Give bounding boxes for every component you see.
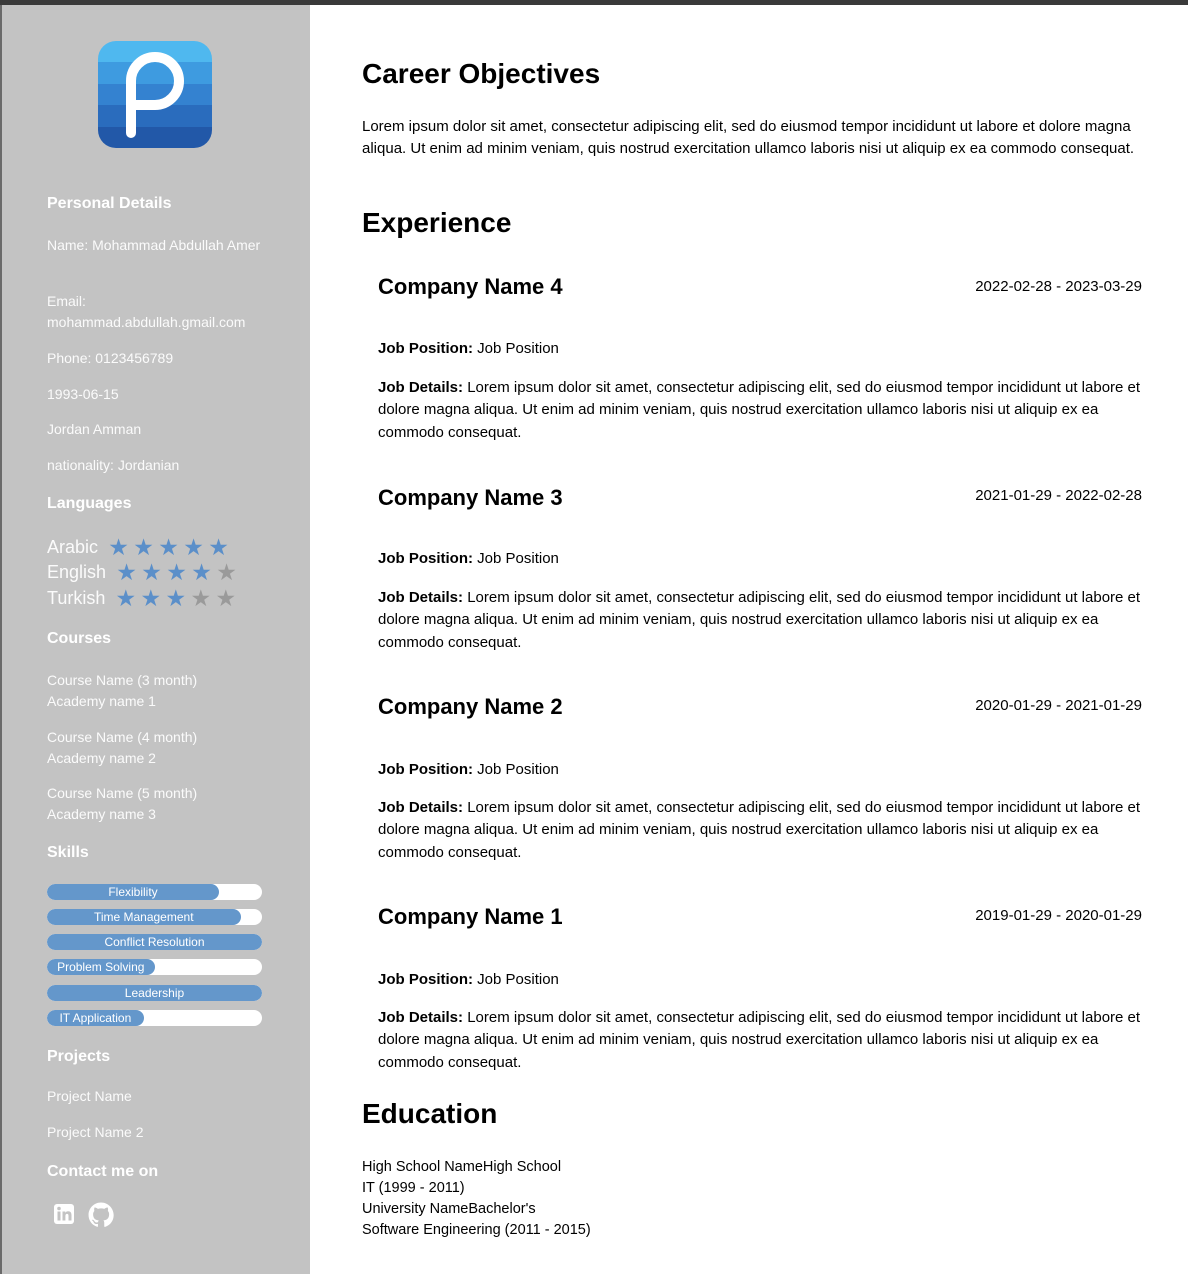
language-row <box>47 535 231 559</box>
job-details-text: Lorem ipsum dolor sit amet, consectetur adipiscing elit, sed do eiusmod tempor incididunt ut labore et dolore magna aliqua. Ut enim ad minim veniam, quis nostrud exercitation ullamco laboris nisi ut aliquip ex ea commodo consequat. <box>378 799 1141 861</box>
personal-details-heading: Personal Details <box>47 195 172 212</box>
education-line: High School NameHigh School <box>362 1159 562 1175</box>
courses-heading: Courses <box>47 630 112 647</box>
company-name: Company Name 4 <box>378 274 563 299</box>
experience-dates: 2020-01-29 - 2021-01-29 <box>975 697 1142 714</box>
star-icon: ★ <box>191 559 212 585</box>
star-icon: ★ <box>116 559 137 585</box>
personal-email-label: Email: <box>47 293 86 309</box>
language-name: English <box>47 561 107 582</box>
job-position-value: Job Position <box>477 550 559 567</box>
app-logo-icon <box>98 41 212 148</box>
course-academy: Academy name 1 <box>47 693 156 709</box>
star-icon: ★ <box>158 534 179 560</box>
skill-bar <box>47 909 262 925</box>
job-details <box>378 1007 1148 1074</box>
skill-label: IT Application <box>59 1011 132 1025</box>
project-item: Project Name <box>47 1088 132 1104</box>
star-icon: ★ <box>166 559 187 585</box>
course-academy: Academy name 3 <box>47 806 156 822</box>
language-rating <box>114 561 239 583</box>
skill-fill <box>47 985 262 1001</box>
skill-label: Time Management <box>93 910 194 924</box>
course-name: Course Name (5 month) <box>47 785 198 801</box>
skill-label: Problem Solving <box>57 960 145 974</box>
experience-dates: 2019-01-29 - 2020-01-29 <box>975 907 1142 924</box>
skill-bar <box>47 1010 262 1026</box>
skill-bar <box>47 884 262 900</box>
skill-fill <box>47 884 219 900</box>
personal-phone: Phone: 0123456789 <box>47 350 174 366</box>
star-icon: ★ <box>216 559 237 585</box>
job-details-text: Lorem ipsum dolor sit amet, consectetur adipiscing elit, sed do eiusmod tempor incididunt ut labore et dolore magna aliqua. Ut enim ad minim veniam, quis nostrud exercitation ullamco laboris nisi ut aliquip ex ea commodo consequat. <box>378 379 1141 441</box>
skill-bar <box>47 985 262 1001</box>
language-row <box>47 586 238 610</box>
star-icon: ★ <box>215 585 237 611</box>
language-name: Arabic <box>47 536 99 557</box>
job-position-value: Job Position <box>477 971 559 988</box>
star-icon: ★ <box>115 585 137 611</box>
education-heading: Education <box>362 1098 498 1129</box>
career-objectives-text: Lorem ipsum dolor sit amet, consectetur adipiscing elit, sed do eiusmod tempor incididunt ut labore et dolore magna aliqua. Ut enim ad minim veniam, quis nostrud exercitation ullamco laboris nisi ut aliquip ex ea commodo consequat. <box>362 118 1135 157</box>
job-details <box>378 797 1148 864</box>
course-name: Course Name (3 month) <box>47 672 198 688</box>
personal-location: Jordan Amman <box>47 421 142 437</box>
job-details-label: Job Details: <box>378 799 464 816</box>
star-icon: ★ <box>165 585 187 611</box>
company-name: Company Name 2 <box>378 694 563 719</box>
experience-dates: 2022-02-28 - 2023-03-29 <box>975 278 1142 295</box>
job-details-label: Job Details: <box>378 589 464 606</box>
star-icon: ★ <box>133 534 154 560</box>
personal-nationality: nationality: Jordanian <box>47 457 180 473</box>
job-details <box>378 377 1148 444</box>
skill-bar <box>47 959 262 975</box>
star-icon: ★ <box>140 585 162 611</box>
sidebar <box>2 5 310 1274</box>
job-details-text: Lorem ipsum dolor sit amet, consectetur adipiscing elit, sed do eiusmod tempor incididunt ut labore et dolore magna aliqua. Ut enim ad minim veniam, quis nostrud exercitation ullamco laboris nisi ut aliquip ex ea commodo consequat. <box>378 1009 1141 1071</box>
language-rating <box>106 536 231 558</box>
experience-heading: Experience <box>362 207 512 238</box>
job-position-line <box>378 971 559 988</box>
skill-fill <box>47 934 262 950</box>
star-icon: ★ <box>183 534 204 560</box>
course-academy: Academy name 2 <box>47 750 156 766</box>
job-position-line <box>378 550 559 567</box>
linkedin-icon[interactable] <box>53 1203 77 1227</box>
github-icon[interactable] <box>88 1202 112 1226</box>
job-position-label: Job Position: <box>378 971 473 988</box>
skill-bar <box>47 934 262 950</box>
star-icon: ★ <box>190 585 212 611</box>
job-details <box>378 587 1148 654</box>
job-position-value: Job Position <box>477 761 559 778</box>
skill-fill <box>47 909 241 925</box>
skill-label: Flexibility <box>108 885 158 899</box>
job-details-text: Lorem ipsum dolor sit amet, consectetur adipiscing elit, sed do eiusmod tempor incididunt ut labore et dolore magna aliqua. Ut enim ad minim veniam, quis nostrud exercitation ullamco laboris nisi ut aliquip ex ea commodo consequat. <box>378 589 1141 651</box>
education-line: IT (1999 - 2011) <box>362 1180 465 1196</box>
career-objectives-heading: Career Objectives <box>362 58 601 89</box>
job-position-label: Job Position: <box>378 340 473 357</box>
company-name: Company Name 3 <box>378 485 563 510</box>
job-position-label: Job Position: <box>378 550 473 567</box>
languages-heading: Languages <box>47 495 132 512</box>
job-position-value: Job Position <box>477 340 559 357</box>
skill-fill <box>47 959 155 975</box>
education-line: Software Engineering (2011 - 2015) <box>362 1222 591 1238</box>
star-icon: ★ <box>208 534 229 560</box>
contact-heading: Contact me on <box>47 1163 159 1180</box>
personal-name: Name: Mohammad Abdullah Amer <box>47 237 261 253</box>
projects-heading: Projects <box>47 1048 111 1065</box>
experience-dates: 2021-01-29 - 2022-02-28 <box>975 487 1142 504</box>
education-line: University NameBachelor's <box>362 1201 536 1217</box>
job-position-line <box>378 761 559 778</box>
language-rating <box>113 587 238 609</box>
job-position-label: Job Position: <box>378 761 473 778</box>
job-position-line <box>378 340 559 357</box>
skill-fill <box>47 1010 144 1026</box>
skill-label: Conflict Resolution <box>104 935 205 949</box>
job-details-label: Job Details: <box>378 379 464 396</box>
project-item: Project Name 2 <box>47 1124 144 1140</box>
language-name: Turkish <box>47 587 106 608</box>
star-icon: ★ <box>141 559 162 585</box>
company-name: Company Name 1 <box>378 904 563 929</box>
personal-birthdate: 1993-06-15 <box>47 386 119 402</box>
star-icon: ★ <box>108 534 129 560</box>
skills-heading: Skills <box>47 844 89 861</box>
skill-label: Leadership <box>124 986 185 1000</box>
personal-email: mohammad.abdullah.gmail.com <box>47 314 246 330</box>
language-row <box>47 560 239 584</box>
job-details-label: Job Details: <box>378 1009 464 1026</box>
course-name: Course Name (4 month) <box>47 729 198 745</box>
